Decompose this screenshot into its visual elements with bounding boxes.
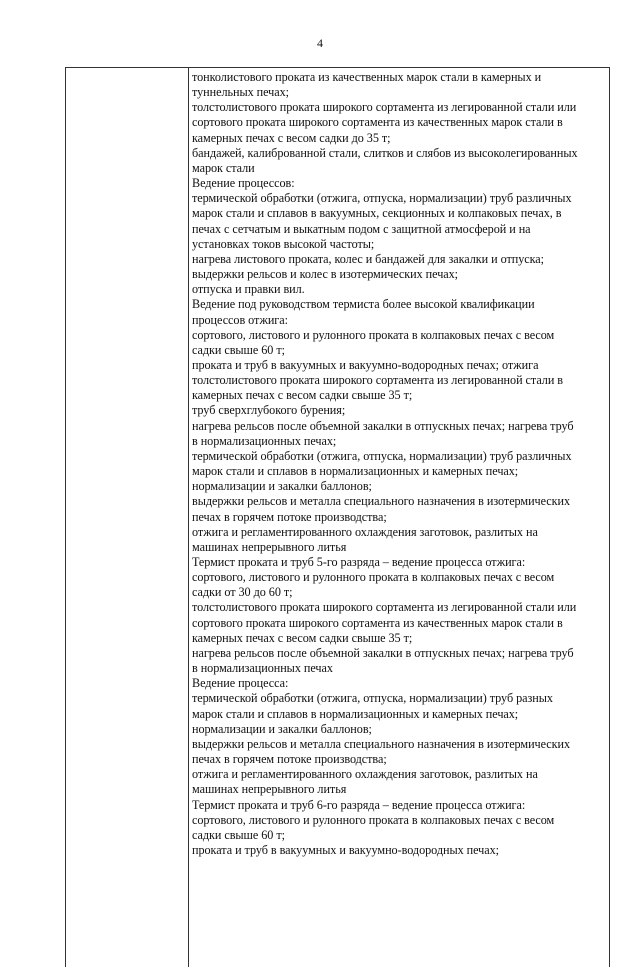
text-line: Ведение процесса: [192, 676, 289, 691]
text-line: сортового, листового и рулонного проката в колпаковых печах с весом [192, 570, 555, 585]
text-line: марок стали и сплавов в вакуумных, секционных и колпаковых печах, в [192, 206, 562, 221]
text-line: Термист проката и труб 6-го разряда – ведение процесса отжига: [192, 797, 526, 812]
text-line: нагрева рельсов после объемной закалки в отпускных печах; нагрева труб [192, 645, 574, 660]
text-line: выдержки рельсов и колес в изотермических печах; [192, 267, 459, 282]
text-line: толстолистового проката широкого сортамента из легированной стали в [192, 373, 564, 388]
text-line: отпуска и правки вил. [192, 282, 305, 297]
text-line: отжига и регламентированного охлаждения заготовок, разлитых на [192, 524, 538, 539]
text-line: камерных печах с весом садки свыше 35 т; [192, 388, 413, 403]
text-line: печах в горячем потоке производства; [192, 752, 387, 767]
text-line: сортового проката широкого сортамента из качественных марок стали в [192, 615, 563, 630]
text-line: нагрева листового проката, колес и бандажей для закалки и отпуска; [192, 251, 544, 266]
text-line: печах в горячем потоке производства; [192, 509, 387, 524]
text-line: машинах непрерывного литья [192, 539, 347, 554]
text-line: установках токов высокой частоты; [192, 236, 375, 251]
text-line: выдержки рельсов и металла специального назначения в изотермических [192, 494, 571, 509]
text-line: печах с сетчатым и выкатным подом с защитной атмосферой и на [192, 221, 531, 236]
text-line: в нормализационных печах [192, 661, 333, 676]
text-line: термической обработки (отжига, отпуска, нормализации) труб различных [192, 448, 572, 463]
text-line: садки свыше 60 т; [192, 827, 285, 842]
text-line: термической обработки (отжига, отпуска, нормализации) труб различных [192, 191, 572, 206]
text-line: Ведение под руководством термиста более высокой квалификации [192, 297, 535, 312]
text-line: тонколистового проката из качественных марок стали в камерных и [192, 70, 542, 84]
text-line: процессов отжига: [192, 312, 288, 327]
text-line: сортового, листового и рулонного проката в колпаковых печах с весом [192, 327, 555, 342]
table-text-cell [192, 70, 608, 858]
text-line: марок стали и сплавов в нормализационных и камерных печах; [192, 706, 519, 721]
text-line: садки от 30 до 60 т; [192, 585, 293, 600]
text-line: труб сверхглубокого бурения; [192, 403, 346, 418]
text-line: нормализации и закалки баллонов; [192, 479, 372, 494]
text-line: камерных печах с весом садки свыше 35 т; [192, 630, 413, 645]
text-line: сортового, листового и рулонного проката в колпаковых печах с весом [192, 812, 555, 827]
text-line: марок стали и сплавов в нормализационных и камерных печах; [192, 464, 519, 479]
text-line: туннельных печах; [192, 85, 290, 100]
text-line: Термист проката и труб 5-го разряда – ведение процесса отжига: [192, 555, 526, 569]
text-line: марок стали [192, 160, 255, 175]
text-line: выдержки рельсов и металла специального назначения в изотермических [192, 736, 571, 751]
text-line: Ведение процессов: [192, 176, 295, 191]
text-line: термической обработки (отжига, отпуска, нормализации) труб разных [192, 691, 553, 706]
text-line: проката и труб в вакуумных и вакуумно-водородных печах; отжига [192, 357, 539, 372]
text-line: бандажей, калиброванной стали, слитков и слябов из высоколегированных [192, 145, 578, 160]
text-line: толстолистового проката широкого сортамента из легированной стали или [192, 600, 577, 615]
text-line: нагрева рельсов после объемной закалки в отпускных печах; нагрева труб [192, 418, 574, 433]
text-line: отжига и регламентированного охлаждения заготовок, разлитых на [192, 767, 538, 782]
text-line: в нормализационных печах; [192, 433, 337, 448]
text-line: садки свыше 60 т; [192, 342, 285, 357]
text-line: машинах непрерывного литья [192, 782, 347, 797]
table-left-cell [66, 68, 188, 967]
text-line: камерных печах с весом садки до 35 т; [192, 130, 391, 145]
text-line: толстолистового проката широкого сортамента из легированной стали или [192, 100, 577, 115]
text-line: нормализации и закалки баллонов; [192, 721, 372, 736]
text-line: сортового проката широкого сортамента из качественных марок стали в [192, 115, 563, 130]
text-line: проката и труб в вакуумных и вакуумно-водородных печах; [192, 842, 499, 857]
table [65, 67, 610, 967]
column-divider [188, 68, 189, 967]
page-number: 4 [317, 36, 323, 50]
